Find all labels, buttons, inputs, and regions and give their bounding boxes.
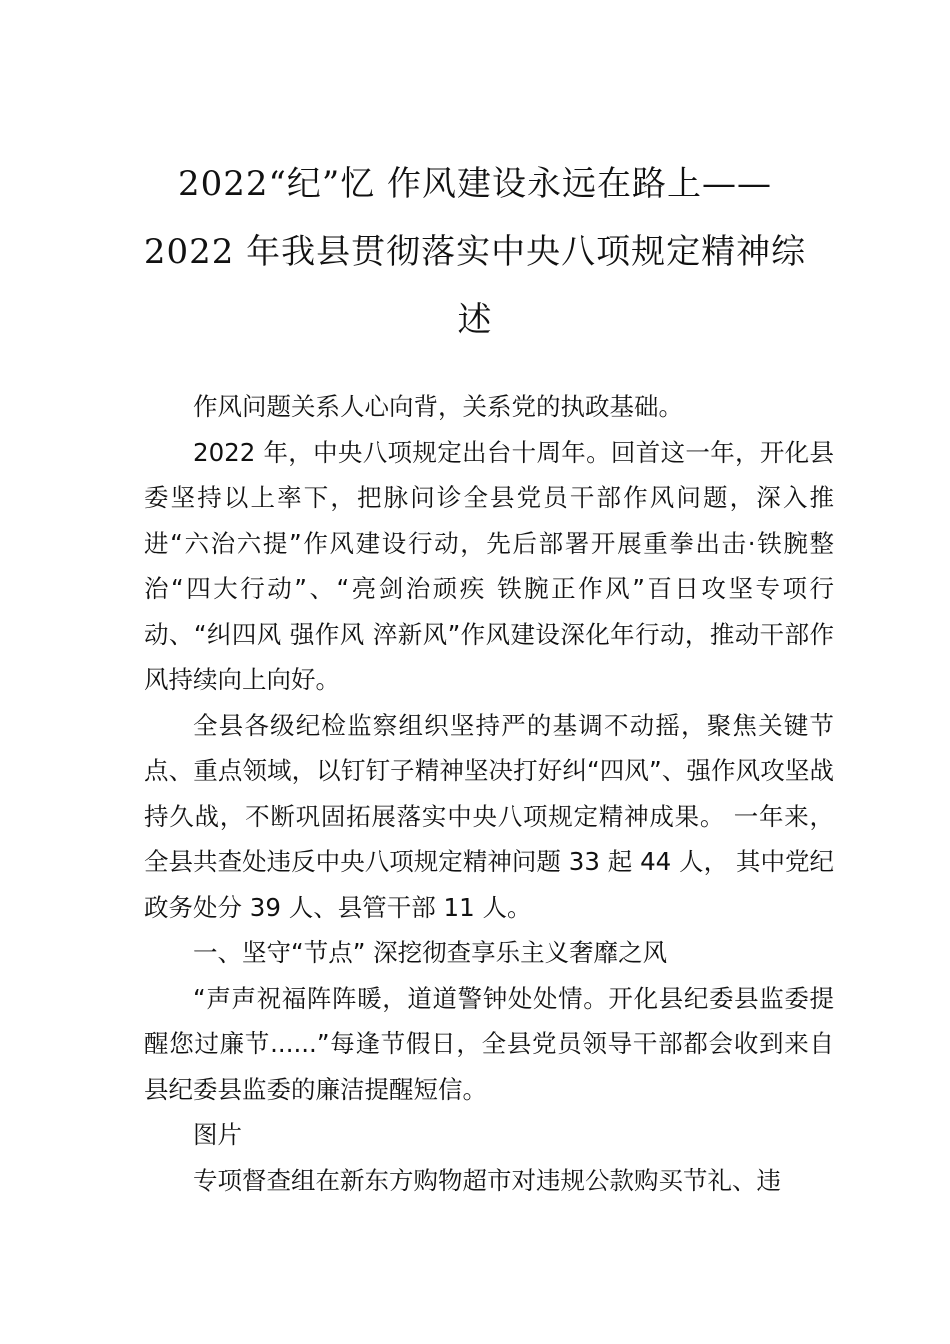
paragraph-overview: 2022 年，中央八项规定出台十周年。回首这一年，开化县委坚持以上率下，把脉问诊全县党员干部作风问题，深入推进“六治六提”作风建设行动，先后部署开展重拳出击·铁腕整治“四大行动”、“亮剑治顽疾 铁腕正作风”百日攻坚专项行动、“纠四风 强作风 淬新风”作风建设深化年行动，推动干部作风持续向上向好。	[144, 437, 834, 694]
document-title	[60, 150, 890, 354]
paragraph-results: 全县各级纪检监察组织坚持严的基调不动摇，聚焦关键节点、重点领域，以钉钉子精神坚决打好纠“四风”、强作风攻坚战持久战，不断巩固拓展落实中央八项规定精神成果。 一年来，全县共查处违反中央八项规定精神问题 33 起 44 人， 其中党纪政务处分 39 人、县管干部 11 人。	[144, 710, 834, 922]
title-line-3: 述	[457, 300, 493, 340]
title-line-2: 2022 年我县贯彻落实中央八项规定精神综	[143, 232, 807, 272]
paragraph-inspection: 专项督查组在新东方购物超市对违规公款购买节礼、违	[193, 1165, 781, 1195]
title-line-1: 2022“纪”忆 作风建设永远在路上——	[177, 164, 773, 204]
document-body	[144, 384, 834, 1203]
image-placeholder-label: 图片	[193, 1120, 242, 1149]
section-heading-1: 一、坚守“节点” 深挖彻查享乐主义奢靡之风	[193, 938, 668, 967]
paragraph-intro: 作风问题关系人心向背，关系党的执政基础。	[193, 392, 683, 421]
paragraph-holiday-reminder: “声声祝福阵阵暖，道道警钟处处情。开化县纪委县监委提醒您过廉节......”每逢节假日，全县党员领导干部都会收到来自县纪委县监委的廉洁提醒短信。	[144, 983, 834, 1104]
